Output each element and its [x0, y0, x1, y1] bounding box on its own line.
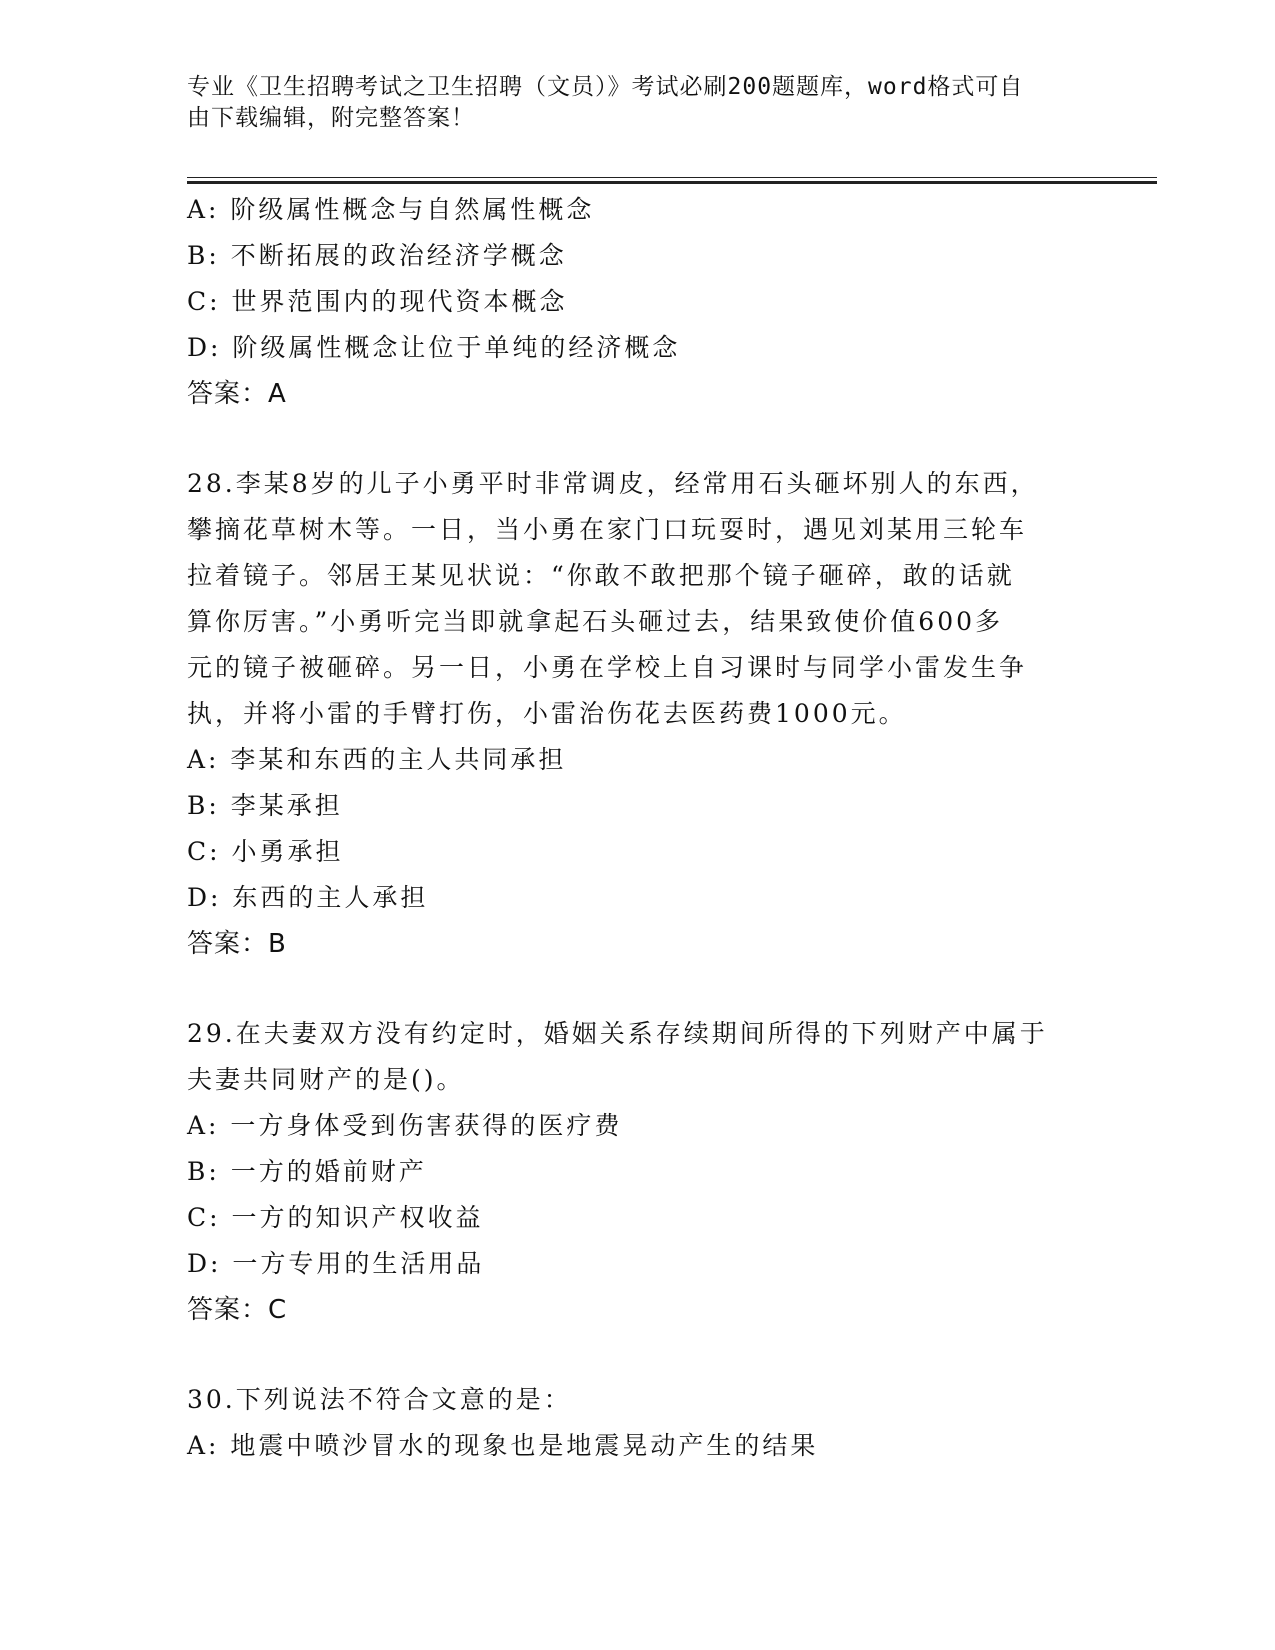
stem-line: 元的镜子被砸碎。另一日，小勇在学校上自习课时与同学小雷发生争: [187, 653, 1028, 682]
option-a: A: 李某和东西的主人共同承担: [187, 745, 567, 774]
stem-line: 28.李某8岁的儿子小勇平时非常调皮，经常用石头砸坏别人的东西，: [187, 469, 1039, 498]
question-27: [187, 187, 1087, 417]
document-intro: [187, 72, 1067, 134]
option-a: A: 一方身体受到伤害获得的医疗费: [187, 1111, 623, 1140]
question-stem: [187, 1011, 1077, 1103]
option-d: D: 一方专用的生活用品: [187, 1249, 485, 1278]
answer: 答案：A: [187, 379, 287, 409]
spacer: [187, 417, 1087, 461]
option-a: A: 阶级属性概念与自然属性概念: [187, 195, 595, 224]
option-b: B: 李某承担: [187, 791, 343, 820]
intro-line-2: 由下载编辑，附完整答案！: [187, 105, 475, 131]
option-a: A: 地震中喷沙冒水的现象也是地震晃动产生的结果: [187, 1431, 819, 1460]
stem-line: 夫妻共同财产的是()。: [187, 1065, 465, 1094]
option-b: B: 不断拓展的政治经济学概念: [187, 241, 567, 270]
answer: 答案：B: [187, 929, 287, 959]
question-29: [187, 1011, 1087, 1333]
option-b: B: 一方的婚前财产: [187, 1157, 427, 1186]
stem-line: 算你厉害。”小勇听完当即就拿起石头砸过去，结果致使价值600多: [187, 607, 1004, 636]
stem-line: 执，并将小雷的手臂打伤，小雷治伤花去医药费1000元。: [187, 699, 907, 728]
option-d: D: 阶级属性概念让位于单纯的经济概念: [187, 333, 681, 362]
option-d: D: 东西的主人承担: [187, 883, 429, 912]
spacer: [187, 1333, 1087, 1377]
option-c: C: 小勇承担: [187, 837, 344, 866]
header-divider-thick: [187, 181, 1157, 184]
stem-line: 攀摘花草树木等。一日，当小勇在家门口玩耍时，遇见刘某用三轮车: [187, 515, 1028, 544]
stem-line: 拉着镜子。邻居王某见状说：“你敢不敢把那个镜子砸碎，敢的话就: [187, 561, 1015, 590]
header-divider-thin: [187, 177, 1157, 178]
spacer: [187, 967, 1087, 1011]
option-c: C: 世界范围内的现代资本概念: [187, 287, 568, 316]
option-c: C: 一方的知识产权收益: [187, 1203, 484, 1232]
question-30: [187, 1377, 1087, 1469]
answer: 答案：C: [187, 1295, 288, 1325]
intro-line-1: 专业《卫生招聘考试之卫生招聘（文员）》考试必刷200题题库，word格式可自: [187, 74, 1024, 100]
question-stem: [187, 461, 1077, 737]
question-list: [187, 187, 1087, 1469]
stem-line: 29.在夫妻双方没有约定时，婚姻关系存续期间所得的下列财产中属于: [187, 1019, 1048, 1048]
question-stem: [187, 1377, 1077, 1423]
stem-line: 30.下列说法不符合文意的是：: [187, 1385, 572, 1414]
question-28: [187, 461, 1087, 967]
